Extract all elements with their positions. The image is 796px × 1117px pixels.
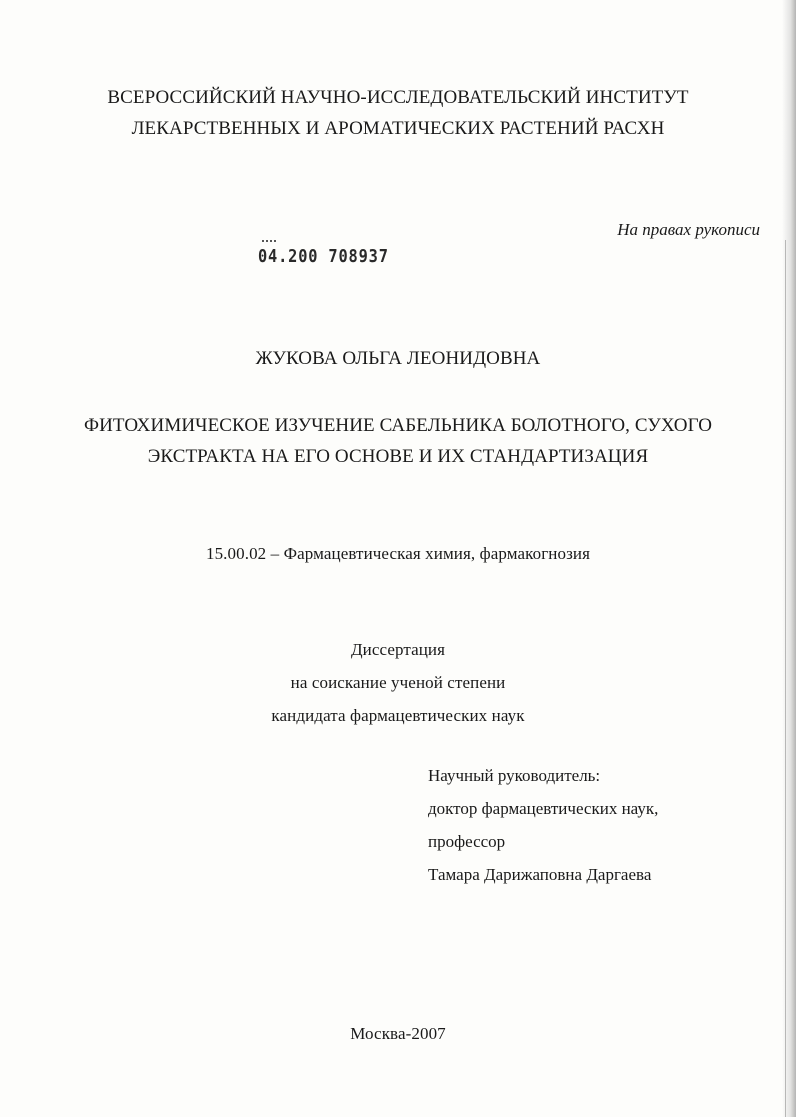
institute-line-1: ВСЕРОССИЙСКИЙ НАУЧНО-ИССЛЕДОВАТЕЛЬСКИЙ ИНСТИТУТ: [107, 87, 689, 108]
degree-line-3: кандидата фармацевтических наук: [271, 706, 525, 725]
manuscript-rights-note: На правах рукописи: [617, 220, 760, 239]
stamp-mark: [262, 240, 276, 245]
title-line-2: ЭКСТРАКТА НА ЕГО ОСНОВЕ И ИХ СТАНДАРТИЗАЦИЯ: [147, 446, 649, 467]
author-name: ЖУКОВА ОЛЬГА ЛЕОНИДОВНА: [255, 348, 541, 369]
place-and-year: Москва-2007: [350, 1024, 446, 1043]
library-stamp-number: 04.200 708937: [258, 246, 389, 267]
supervisor-degree: доктор фармацевтических наук,: [428, 799, 659, 818]
title-line-1: ФИТОХИМИЧЕСКОЕ ИЗУЧЕНИЕ САБЕЛЬНИКА БОЛОТНОГО, СУХОГО: [83, 415, 713, 436]
supervisor-label: Научный руководитель:: [428, 766, 601, 785]
supervisor-name: Тамара Дарижаповна Даргаева: [428, 865, 652, 884]
scan-edge-line: [785, 240, 786, 1117]
degree-line-2: на соискание ученой степени: [290, 673, 506, 692]
degree-line-1: Диссертация: [350, 640, 446, 659]
institute-line-2: ЛЕКАРСТВЕННЫХ И АРОМАТИЧЕСКИХ РАСТЕНИЙ РАСХН: [131, 118, 665, 139]
supervisor-rank: профессор: [428, 832, 506, 851]
specialty-code: 15.00.02 – Фармацевтическая химия, фармакогнозия: [205, 544, 591, 563]
